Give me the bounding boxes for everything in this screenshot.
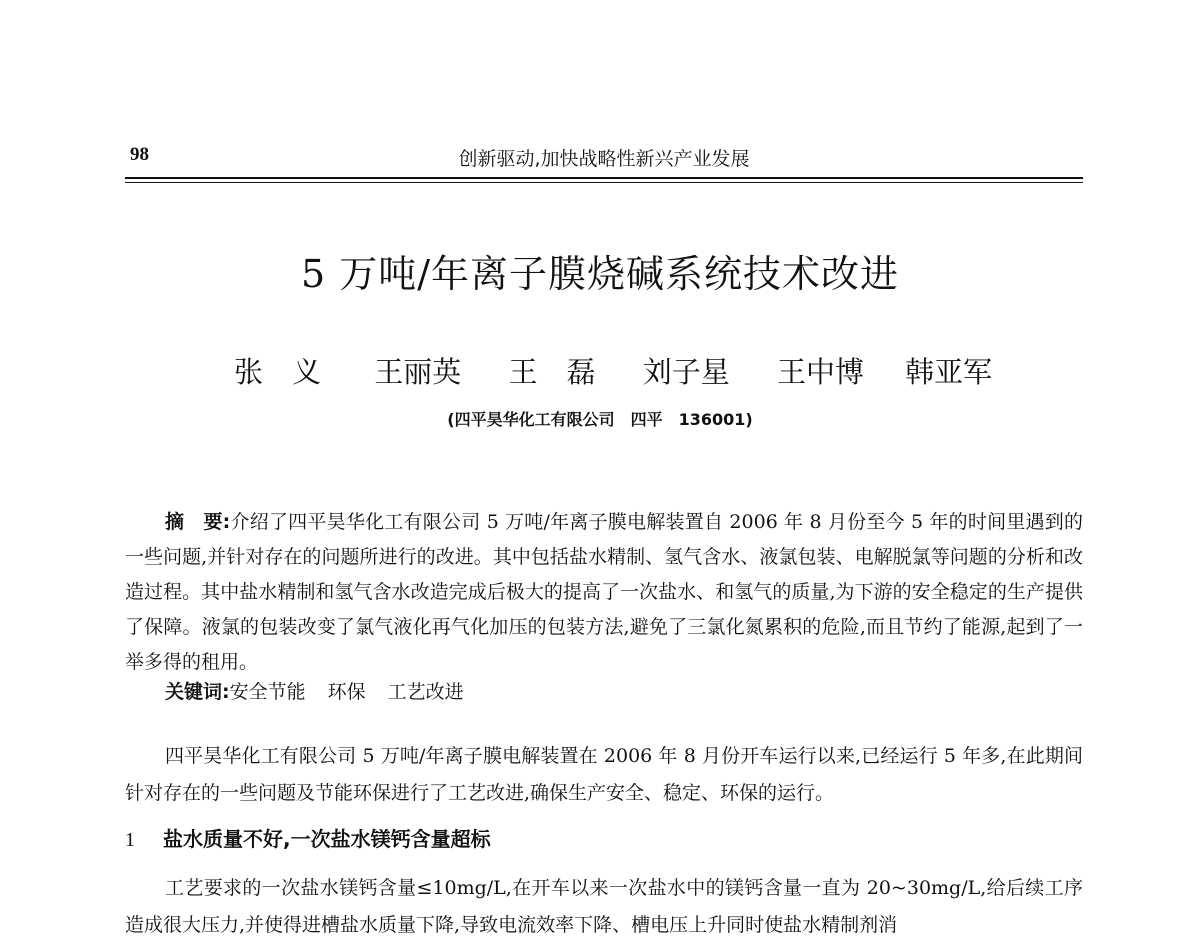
running-header: [125, 140, 1083, 180]
author-name: 刘子星: [642, 355, 730, 389]
section-title: 盐水质量不好,一次盐水镁钙含量超标: [163, 827, 491, 851]
abstract: [125, 505, 1083, 680]
section-heading: [125, 823, 1083, 852]
keyword: 环保: [327, 681, 366, 703]
header-rule-thick: [125, 177, 1083, 179]
keyword: 安全节能: [229, 681, 306, 703]
affiliation: (四平昊华化工有限公司 四平 136001): [447, 410, 753, 429]
keyword: 工艺改进: [387, 681, 464, 703]
author-name: 王 磊: [508, 355, 596, 389]
section-number: 1: [125, 829, 135, 851]
header-rule-thin: [125, 182, 1083, 183]
body-paragraph: 工艺要求的一次盐水镁钙含量≤10mg/L,在开车以来一次盐水中的镁钙含量一直为 20~30mg/L,给后续工序造成很大压力,并使得进槽盐水质量下降,导致电流效率下降、槽电压上升同时使盐水精制剂消: [125, 877, 1083, 936]
author-name: 王中博: [776, 355, 864, 389]
intro-paragraph: 四平昊华化工有限公司 5 万吨/年离子膜电解装置在 2006 年 8 月份开车运行以来,已经运行 5 年多,在此期间针对存在的一些问题及节能环保进行了工艺改进,确保生产安全、稳定、环保的运行。: [125, 745, 1083, 804]
author-name: 韩亚军: [905, 355, 993, 389]
abstract-text: 介绍了四平昊华化工有限公司 5 万吨/年离子膜电解装置自 2006 年 8 月份至今 5 年的时间里遇到的一些问题,并针对存在的问题所进行的改进。其中包括盐水精制、氢气含水、液氯包装、电解脱氯等问题的分析和改造过程。其中盐水精制和氢气含水改造完成后极大的提高了一次盐水、和氢气的质量,为下游的安全稳定的生产提供了保障。液氯的包装改变了氯气液化再气化加压的包装方法,避免了三氯化氮累积的危险,而且节约了能源,起到了一举多得的租用。: [125, 511, 1083, 673]
journal-title: 创新驱动,加快战略性新兴产业发展: [458, 148, 750, 170]
page-number: 98: [130, 144, 149, 165]
abstract-label: 摘 要:: [165, 511, 231, 533]
author-name: 王丽英: [374, 355, 462, 389]
keywords-label: 关键词:: [165, 681, 230, 703]
author-list: [234, 350, 993, 391]
author-name: 张 义: [234, 355, 322, 389]
keywords: [165, 675, 1065, 710]
article-title: 5 万吨/年离子膜烧碱系统技术改进: [300, 252, 900, 296]
